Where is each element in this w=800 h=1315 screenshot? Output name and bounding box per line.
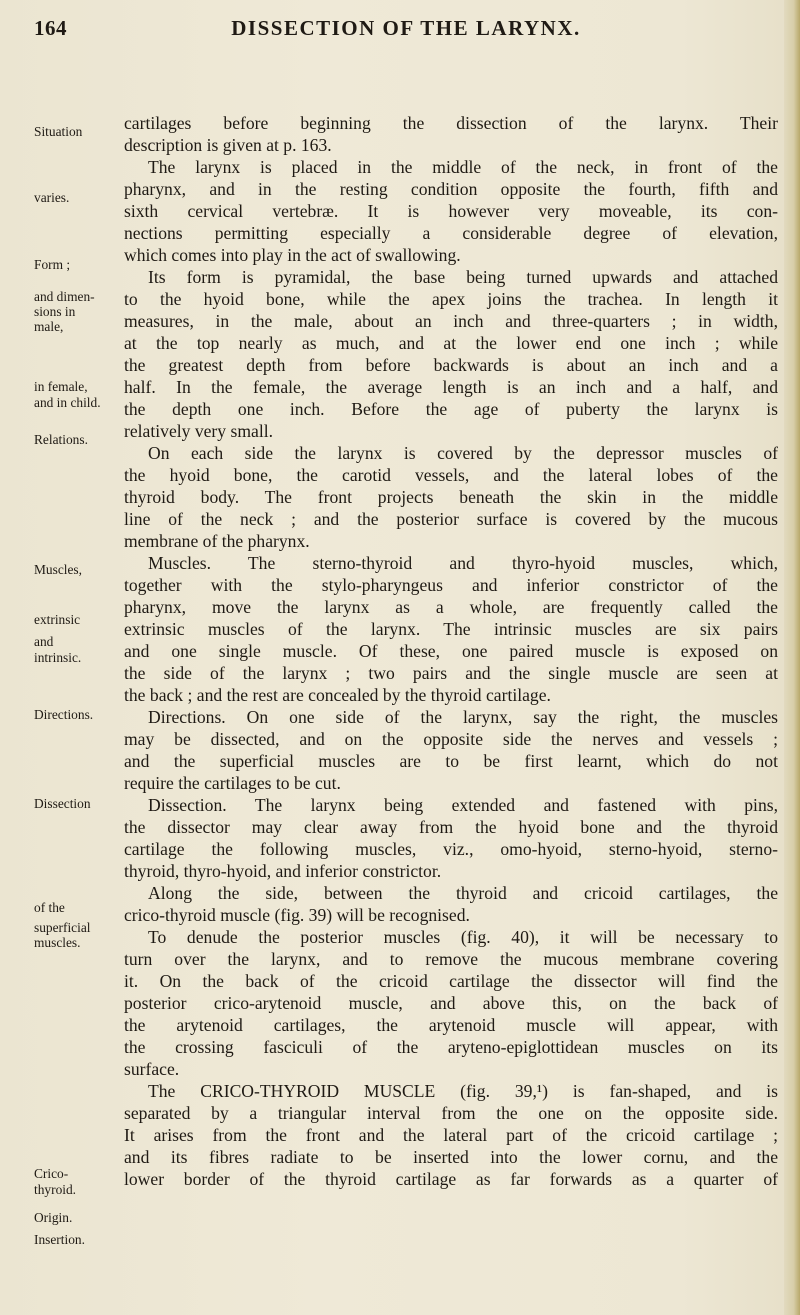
- text-line: line of the neck ; and the posterior surface is covered by the mucous: [124, 509, 778, 529]
- margin-note: Relations.: [34, 432, 88, 447]
- text-line: the back ; and the rest are concealed by the thyroid cartilage.: [124, 685, 551, 705]
- text-line: turn over the larynx, and to remove the mucous membrane covering: [124, 949, 778, 969]
- text-line: and the superficial muscles are to be first learnt, which do not: [124, 751, 778, 771]
- text-line: together with the stylo-pharyngeus and inferior constrictor of the: [124, 575, 778, 595]
- text-line: to the hyoid bone, while the apex joins the trachea. In length it: [124, 289, 778, 309]
- margin-note: Form ;: [34, 257, 71, 272]
- text-line: nections permitting especially a considerable degree of elevation,: [124, 223, 778, 243]
- text-line: It arises from the front and the lateral part of the cricoid cartilage ;: [124, 1125, 778, 1145]
- margin-note: Situation: [34, 124, 83, 139]
- margin-note: superficial: [34, 920, 91, 935]
- text-line: the side of the larynx ; two pairs and the single muscle are seen at: [124, 663, 778, 683]
- text-line: description is given at p. 163.: [124, 135, 332, 155]
- text-line: thyroid, thyro-hyoid, and inferior constrictor.: [124, 861, 442, 881]
- text-line: lower border of the thyroid cartilage as far forwards as a quarter of: [124, 1169, 778, 1189]
- page-number: 164: [34, 16, 67, 40]
- text-line: require the cartilages to be cut.: [124, 773, 341, 793]
- text-line: To denude the posterior muscles (fig. 40), it will be necessary to: [148, 927, 778, 947]
- text-line: cartilage the following muscles, viz., omo-hyoid, sterno-hyoid, sterno-: [124, 839, 778, 859]
- margin-note: Origin.: [34, 1210, 73, 1225]
- margin-note: and: [34, 634, 54, 649]
- text-line: Dissection. The larynx being extended and fastened with pins,: [148, 795, 778, 815]
- text-line: the depth one inch. Before the age of puberty the larynx is: [124, 399, 778, 419]
- text-line: extrinsic muscles of the larynx. The intrinsic muscles are six pairs: [124, 619, 778, 639]
- text-line: pharynx, and in the resting condition opposite the fourth, fifth and: [124, 179, 778, 199]
- margin-note: of the: [34, 900, 65, 915]
- text-line: which comes into play in the act of swallowing.: [124, 245, 461, 265]
- text-line: posterior crico-arytenoid muscle, and above this, on the back of: [124, 993, 778, 1013]
- body-text: [124, 112, 778, 1190]
- margin-note: Insertion.: [34, 1232, 85, 1247]
- text-line: membrane of the pharynx.: [124, 531, 310, 551]
- text-line: sixth cervical vertebræ. It is however very moveable, its con-: [124, 201, 778, 221]
- margin-note: muscles.: [34, 935, 81, 950]
- margin-note: extrinsic: [34, 612, 81, 627]
- text-line: the crossing fasciculi of the aryteno-epiglottidean muscles on its: [124, 1037, 778, 1057]
- text-line: relatively very small.: [124, 421, 274, 441]
- margin-note: varies.: [34, 190, 70, 205]
- text-line: cartilages before beginning the dissection of the larynx. Their: [124, 113, 778, 133]
- text-line: Muscles. The sterno-thyroid and thyro-hyoid muscles, which,: [148, 553, 778, 573]
- text-line: and its fibres radiate to be inserted into the lower cornu, and the: [124, 1147, 778, 1167]
- margin-note: sions in: [34, 304, 76, 319]
- text-line: The larynx is placed in the middle of the neck, in front of the: [148, 157, 778, 177]
- text-line: Its form is pyramidal, the base being turned upwards and attached: [148, 267, 778, 287]
- text-line: On each side the larynx is covered by the depressor muscles of: [148, 443, 778, 463]
- margin-note: intrinsic.: [34, 650, 82, 665]
- running-title: DISSECTION OF THE LARYNX.: [231, 16, 581, 40]
- paragraph-lines: [124, 112, 778, 1190]
- text-line: it. On the back of the cricoid cartilage the dissector will find the: [124, 971, 778, 991]
- text-line: the dissector may clear away from the hyoid bone and the thyroid: [124, 817, 778, 837]
- text-line: thyroid body. The front projects beneath the skin in the middle: [124, 487, 778, 507]
- text-line: at the top nearly as much, and at the lower end one inch ; while: [124, 333, 778, 353]
- text-line: the hyoid bone, the carotid vessels, and the lateral lobes of the: [124, 465, 778, 485]
- text-line: the arytenoid cartilages, the arytenoid muscle will appear, with: [124, 1015, 778, 1035]
- text-line: Directions. On one side of the larynx, say the right, the muscles: [148, 707, 778, 727]
- margin-note: Crico-: [34, 1166, 69, 1181]
- margin-note: and in child.: [34, 395, 101, 410]
- text-line: Along the side, between the thyroid and cricoid cartilages, the: [148, 883, 778, 903]
- margin-note: in female,: [34, 379, 88, 394]
- text-line: half. In the female, the average length is an inch and a half, and: [124, 377, 778, 397]
- text-line: and one single muscle. Of these, one paired muscle is exposed on: [124, 641, 778, 661]
- text-line: separated by a triangular interval from the one on the opposite side.: [124, 1103, 778, 1123]
- text-line: measures, in the male, about an inch and three-quarters ; in width,: [124, 311, 778, 331]
- margin-note: Dissection: [34, 796, 91, 811]
- text-line: crico-thyroid muscle (fig. 39) will be recognised.: [124, 905, 470, 925]
- text-line: pharynx, move the larynx as a whole, are frequently called the: [124, 597, 778, 617]
- text-line: the greatest depth from before backwards is about an inch and a: [124, 355, 778, 375]
- page-header: [34, 16, 778, 52]
- margin-note: thyroid.: [34, 1182, 77, 1197]
- text-line: The CRICO-THYROID MUSCLE (fig. 39,¹) is fan-shaped, and is: [148, 1081, 778, 1101]
- text-line: surface.: [124, 1059, 180, 1079]
- margin-note: male,: [34, 319, 64, 334]
- margin-note: Directions.: [34, 707, 94, 722]
- margin-note: and dimen-: [34, 289, 95, 304]
- text-line: may be dissected, and on the opposite side the nerves and vessels ;: [124, 729, 778, 749]
- page-edge: [784, 0, 800, 1315]
- margin-note: Muscles,: [34, 562, 82, 577]
